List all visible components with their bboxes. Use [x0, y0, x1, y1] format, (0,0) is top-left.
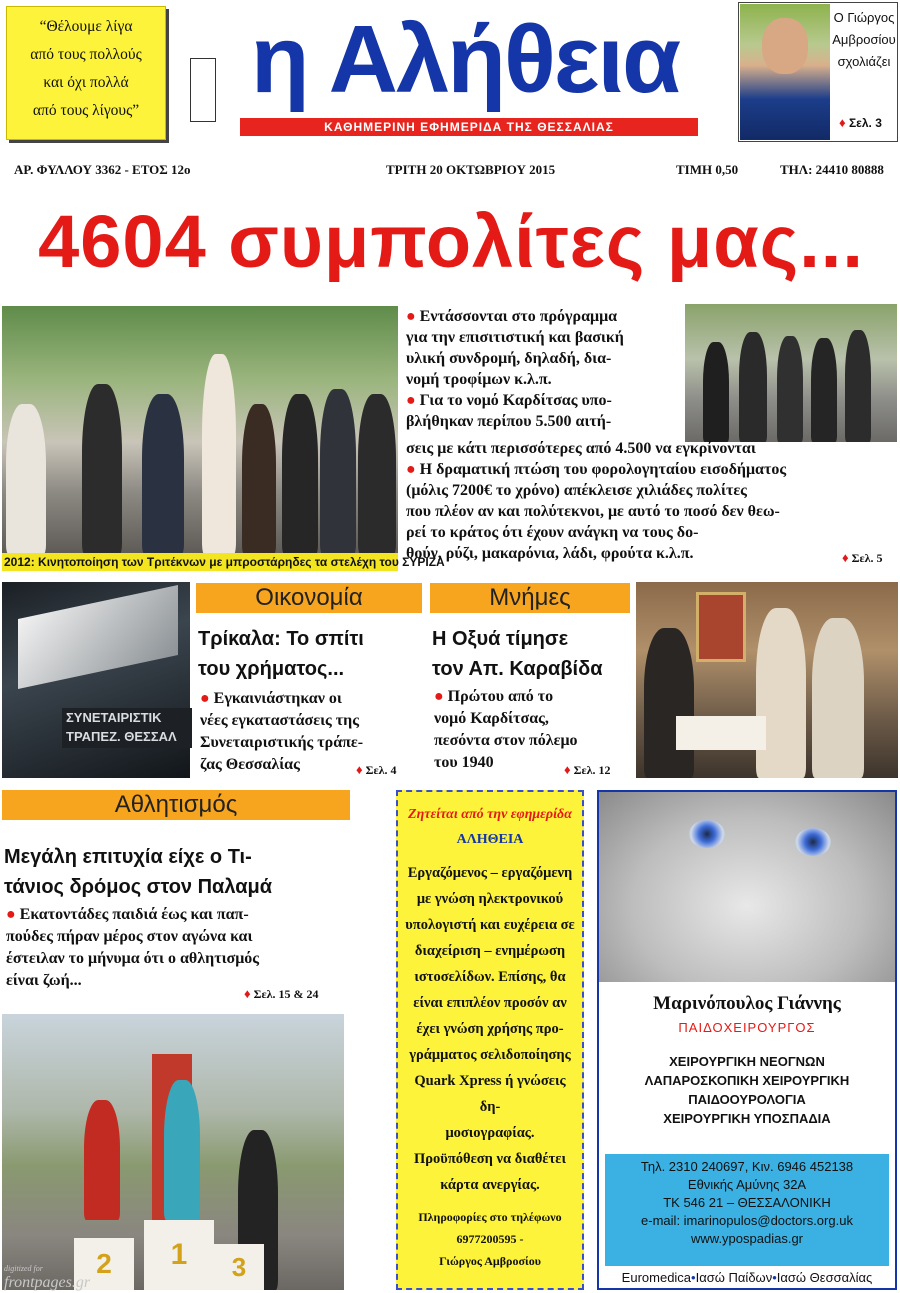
body-line: [200, 688, 424, 710]
body-line: έστειλαν το μήνυμα ότι ο αθλητισμός: [6, 950, 260, 967]
motto-line: από τους λίγους”: [32, 102, 140, 119]
columnist-line: Ο Γιώργος: [833, 10, 895, 25]
job-line: γράμματος σελιδοποίησης: [409, 1047, 571, 1063]
bullet-icon: ●: [6, 906, 16, 923]
issue-number: ΑΡ. ΦΥΛΛΟΥ 3362 - ΕΤΟΣ 12ο: [14, 162, 191, 177]
page-number: Σελ. 15 & 24: [253, 987, 319, 1001]
section-tab-memory[interactable]: Μνήμες: [430, 583, 630, 613]
watermark: [4, 1262, 90, 1290]
service-line: ΛΑΠΑΡΟΣΚΟΠΙΚΗ ΧΕΙΡΟΥΡΓΙΚΗ: [644, 1073, 850, 1088]
title-line: τον Απ. Καραβίδα: [432, 658, 603, 680]
job-line: Quark Xpress ή γνώσεις δη-: [414, 1073, 566, 1115]
second-story-photo[interactable]: [685, 304, 897, 442]
story-line: [406, 459, 896, 480]
body-line: πούδες πήραν μέρος στον αγώνα και: [6, 928, 253, 945]
main-story-bullets-top: [406, 306, 682, 432]
service-line: ΧΕΙΡΟΥΡΓΙΚΗ ΝΕΟΓΝΩΝ: [669, 1054, 825, 1069]
story-text: Η δραματική πτώση του φορολογηταίου εισοδήματος: [419, 461, 787, 478]
watermark-line: digitized for: [4, 1264, 43, 1273]
columnist-text: [831, 7, 897, 73]
job-line: ιστοσελίδων. Επίσης, θα: [414, 969, 566, 985]
body-text: Εγκαινιάστηκαν οι: [213, 690, 342, 707]
main-story-bullets-bottom: [406, 438, 896, 564]
bullet-icon: ●: [406, 461, 416, 478]
eye-graphic: [689, 820, 725, 848]
main-headline[interactable]: 4604 συμπολίτες μας...: [38, 200, 864, 283]
paper-phone: ΤΗΛ: 24410 80888: [780, 162, 884, 177]
story-text: Εντάσσονται στο πρόγραμμα: [419, 308, 618, 325]
body-line: Συνεταιριστικής τράπε-: [200, 734, 364, 751]
title-line: του χρήματος...: [198, 658, 345, 680]
doctor-specialty: ΠΑΙΔΟΧΕΙΡΟΥΡΓΟΣ: [678, 1020, 816, 1035]
doctor-advertisement[interactable]: [597, 790, 897, 1290]
sports-photo[interactable]: [2, 1014, 344, 1290]
title-line: Μεγάλη επιτυχία είχε ο Τι-: [4, 846, 252, 868]
body-line: νέες εγκαταστάσεις της: [200, 712, 360, 729]
main-story-photo[interactable]: [2, 306, 398, 554]
job-line: με γνώση ηλεκτρονικού: [416, 891, 564, 907]
job-line: διαχείριση – ενημέρωση: [414, 943, 566, 959]
diamond-icon: ♦: [842, 550, 849, 565]
economy-page-ref: [356, 762, 397, 778]
story-line: (μόλις 7200€ το χρόνο) απέκλεισε χιλιάδες πολίτες: [406, 482, 747, 499]
job-ad-contact: [404, 1206, 576, 1272]
podium-second: 2: [74, 1238, 134, 1290]
bullet-icon: ●: [406, 308, 416, 325]
story-line: [406, 306, 682, 327]
affiliation: Euromedica: [621, 1270, 692, 1285]
story-line: σεις με κάτι περισσότερες από 4.500 να εγκρίνονται: [406, 440, 756, 457]
story-line: για την επισιτιστική και βασική: [406, 329, 624, 346]
motto-line: από τους πολλούς: [30, 46, 142, 63]
job-line: έχει γνώση χρήσης προ-: [416, 1021, 564, 1037]
contact-email[interactable]: e-mail: imarinopulos@doctors.org.uk: [641, 1213, 853, 1228]
watermark-line: frontpages.gr: [4, 1274, 91, 1291]
sign-line: ΣΥΝΕΤΑΙΡΙΣΤΙΚ: [66, 710, 162, 725]
story-text: Για το νομό Καρδίτσας υπο-: [419, 392, 612, 409]
body-line: νομό Καρδίτσας,: [434, 710, 549, 727]
job-ad-body: [404, 860, 576, 1198]
diamond-icon: ♦: [564, 762, 571, 777]
job-line: μοσιογραφίας.: [445, 1125, 535, 1141]
bullet-icon: ●: [434, 688, 444, 705]
dot-separator: •: [691, 1270, 696, 1285]
columnist-box[interactable]: [738, 2, 898, 142]
body-line: [6, 904, 386, 926]
bullet-icon: ●: [406, 392, 416, 409]
dot-separator: •: [772, 1270, 777, 1285]
section-tab-economy[interactable]: Οικονομία: [196, 583, 422, 613]
podium-third: 3: [214, 1244, 264, 1290]
motto-line: “Θέλουμε λίγα: [39, 18, 133, 35]
affiliation: Ιασώ Παίδων: [695, 1270, 773, 1285]
page-number: Σελ. 3: [848, 116, 882, 130]
story-line: νομή τροφίμων κ.λ.π.: [406, 371, 552, 388]
section-tab-sports[interactable]: Αθλητισμός: [2, 790, 350, 820]
job-line: κάρτα ανεργίας.: [440, 1177, 540, 1193]
job-foot-line: Πληροφορίες στο τηλέφωνο 6977200595 -: [418, 1210, 562, 1246]
columnist-photo: [740, 4, 830, 140]
contact-phone[interactable]: Τηλ. 2310 240697, Κιν. 6946 452138: [640, 1159, 854, 1174]
page-number: Σελ. 12: [573, 763, 611, 777]
title-line: Τρίκαλα: Το σπίτι: [198, 628, 364, 650]
body-line: [434, 686, 632, 708]
contact-city: ΤΚ 546 21 – ΘΕΣΣΑΛΟΝΙΚΗ: [663, 1195, 831, 1210]
title-line: τάνιος δρόμος στον Παλαμά: [4, 876, 273, 898]
title-line: Η Οξυά τίμησε: [432, 628, 569, 650]
job-ad-heading: Ζητείται από την εφημερίδα: [408, 807, 572, 822]
page-number: Σελ. 5: [851, 551, 883, 565]
doctor-name: Μαρινόπουλος Γιάννης: [653, 993, 841, 1014]
story-line: υλική συνδρομή, δηλαδή, δια-: [406, 350, 612, 367]
baby-photo: [599, 792, 895, 982]
diamond-icon: ♦: [356, 762, 363, 777]
bullet-icon: ●: [200, 690, 210, 707]
body-text: Πρώτου από το: [447, 688, 554, 705]
sports-body: [6, 904, 386, 992]
doctor-affiliations: [599, 1268, 895, 1288]
story-line: βλήθηκαν περίπου 5.500 αιτή-: [406, 413, 612, 430]
body-line: του 1940: [434, 754, 494, 771]
sports-page-ref: [244, 986, 319, 1002]
job-foot-line: Γιώργος Αμβροσίου: [439, 1254, 541, 1268]
story-line: θούν, ρύζι, μακαρόνια, λάδι, φρούτα κ.λ.π.: [406, 545, 694, 562]
body-line: πεσόντα στον πόλεμο: [434, 732, 578, 749]
memory-title[interactable]: [432, 624, 632, 684]
newspaper-tagline: ΚΑΘΗΜΕΡΙΝΗ ΕΦΗΜΕΡΙΔΑ ΤΗΣ ΘΕΣΣΑΛΙΑΣ: [240, 118, 698, 136]
doctor-services: [599, 1052, 895, 1128]
diamond-icon: ♦: [244, 986, 251, 1001]
job-ad-paper: ΑΛΗΘΕΙΑ: [456, 832, 524, 847]
issue-price: ΤΙΜΗ 0,50: [676, 162, 739, 177]
body-text: Εκατοντάδες παιδιά έως και παπ-: [19, 906, 249, 923]
body-line: ζας Θεσσαλίας: [200, 756, 300, 773]
page-number: Σελ. 4: [365, 763, 397, 777]
job-advertisement[interactable]: [396, 790, 584, 1290]
diamond-icon: ♦: [839, 115, 846, 130]
service-line: ΠΑΙΔΟΟΥΡΟΛΟΓΙΑ: [688, 1092, 806, 1107]
job-line: Εργαζόμενος – εργαζόμενη: [407, 865, 573, 881]
ppa-logo-icon: [190, 58, 216, 122]
main-story-page-ref: [842, 550, 883, 566]
economy-title[interactable]: [198, 624, 424, 684]
service-line: ΧΕΙΡΟΥΡΓΙΚΗ ΥΠΟΣΠΑΔΙΑ: [663, 1111, 831, 1126]
eye-graphic: [795, 828, 831, 856]
motto-line: και όχι πολλά: [43, 74, 129, 91]
job-line: υπολογιστή και ευχέρεια σε: [405, 917, 575, 933]
columnist-page-ref: [839, 115, 882, 130]
issue-date: ΤΡΙΤΗ 20 ΟΚΤΩΒΡΙΟΥ 2015: [386, 162, 556, 177]
story-line: που πλέον αν και πολύτεκνοι, με αυτό το ποσό δεν θεω-: [406, 503, 780, 520]
sports-title[interactable]: [4, 842, 384, 902]
columnist-line: σχολιάζει: [837, 54, 891, 69]
building-sign: [62, 708, 192, 748]
podium-first: 1: [144, 1220, 214, 1290]
job-line: Προϋπόθεση να διαθέτει: [414, 1151, 566, 1167]
memory-photo[interactable]: [636, 582, 898, 778]
story-line: ρεί το κράτος ότι έχουν ανάγκη να τους δο-: [406, 524, 699, 541]
main-photo-caption: 2012: Κινητοποίηση των Τριτέκνων με μπροστάρηδες τα στελέχη του ΣΥΡΙΖΑ: [4, 555, 445, 569]
economy-photo[interactable]: [2, 582, 190, 778]
memory-page-ref: [564, 762, 611, 778]
newspaper-masthead[interactable]: η Αλήθεια: [250, 6, 680, 113]
affiliation: Ιασώ Θεσσαλίας: [776, 1270, 873, 1285]
motto-box: [6, 6, 166, 140]
memory-body: [434, 686, 632, 774]
story-line: [406, 390, 682, 411]
contact-address: Εθνικής Αμύνης 32Α: [687, 1177, 807, 1192]
body-line: είναι ζωή...: [6, 972, 82, 989]
columnist-line: Αμβροσίου: [832, 32, 896, 47]
contact-website[interactable]: www.ypospadias.gr: [691, 1231, 803, 1246]
doctor-contact-box: [605, 1154, 889, 1266]
sign-line: ΤΡΑΠΕΖ. ΘΕΣΣΑΛ: [66, 729, 177, 744]
job-line: είναι επιπλέον προσόν αν: [413, 995, 567, 1011]
